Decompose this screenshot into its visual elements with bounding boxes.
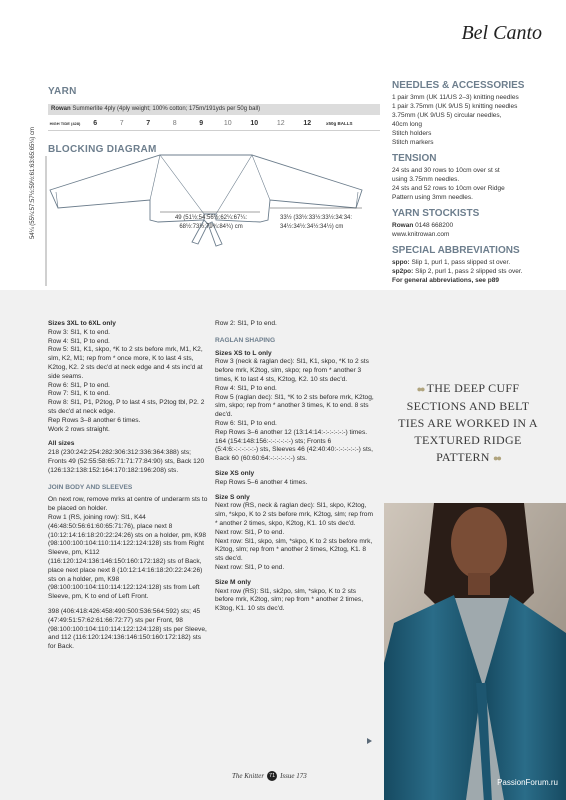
- pattern-row: Next row: Sl1, skpo, slm, *skpo, K to 2 sts before mrk, K2tog, slm; rep from * another 2 times, K2tog, K1. 8 sts dec'd.: [215, 537, 373, 563]
- pattern-row: Next row: Sl1, P to end.: [215, 563, 285, 571]
- pattern-row: Work 2 rows straight.: [48, 425, 110, 433]
- pattern-row: Row 2: Sl1, P to end.: [215, 320, 277, 327]
- length-measurement: [28, 72, 38, 290]
- yarn-quantity-table: [48, 117, 380, 131]
- issue-number: Issue 173: [280, 772, 307, 780]
- tension-line: 24 sts and 52 rows to 10cm over Ridge: [392, 185, 505, 192]
- ball-count: 7: [119, 120, 124, 127]
- pattern-row: Row 3: Sl1, K to end.: [48, 328, 110, 336]
- pattern-row: Next row: Sl1, P to end.: [215, 528, 285, 536]
- tension-block: [392, 153, 562, 202]
- pattern-row: Row 5: Sl1, K1, skpo, *K to 2 sts before mrk, M1, K2, slm, K2, M1; rep from * once more, K to last 4 sts, K2tog, K2. 2 sts dec'd at neck edge and 4 sts inc'd at side seams.: [48, 346, 203, 380]
- ball-count: 12: [276, 120, 285, 127]
- yarn-heading: YARN: [48, 86, 77, 97]
- ball-count: 10: [250, 120, 259, 127]
- pattern-row: 218 (230:242:254:282:306:312:336:364:388) sts; Fronts 49 (52:55:58:65:71:71:77:84:90) sts, Back 120 (126:132:138:152:164:170:182:196:208) sts.: [48, 449, 205, 474]
- page-header-title: Bel Canto: [461, 22, 542, 44]
- needles-block: [392, 80, 562, 147]
- page-footer: [232, 771, 307, 781]
- stockist-phone: Rowan 0148 668200: [392, 222, 454, 229]
- abbr-sppo: sppo: Slip 1, purl 1, pass slipped st over.: [392, 259, 511, 266]
- ball-count: 10: [223, 120, 232, 127]
- unit-label: x50g BALLS: [325, 121, 353, 126]
- needles-line: 40cm long: [392, 121, 422, 128]
- ball-count: 12: [303, 120, 312, 127]
- ball-count: 8: [172, 120, 177, 127]
- pattern-row: Rep Rows 5–6 another 4 times.: [215, 478, 308, 486]
- needles-line: Stitch markers: [392, 139, 434, 146]
- sizes-heading: Sizes 3XL to 6XL only: [48, 320, 116, 327]
- shade-header: HIGH TIDE (428): [49, 121, 81, 126]
- pattern-row: Row 1 (RS, joining row): Sl1, K44 (46:48:50:56:61:60:65:71:76), place next 8 (10:12:14:16:18:20:22:24:26) sts on a holder, pm, K98 (98:100:100:104:110:114:122:124:128) sts from Right Sleeve, pm, K112 (116:120:124:136:146:150:160:172:182) sts of Back, place next place next 8 (10:12:14:16:18:20:22:24:26) sts on a holder, pm, K98 (98:100:100:104:110:114:122:124:128) sts from Left Sleeve, pm, K to end of Left Front.: [48, 513, 206, 601]
- pattern-row: Rep Rows 3–8 another 6 times.: [48, 416, 141, 424]
- pattern-row: Row 5 (raglan dec): Sl1, *K to 2 sts before mrk, K2tog, slm, skpo; rep from * another 3 times, K to end. 8 sts dec'd.: [215, 393, 374, 419]
- pattern-row: Rep Rows 3–6 another 12 (13:14:14:-:-:-:-:-:-) times.: [215, 428, 368, 436]
- abbreviations-heading: SPECIAL ABBREVIATIONS: [392, 245, 520, 256]
- width-measurement: [161, 214, 261, 232]
- pattern-row: Row 6: Sl1, P to end.: [48, 381, 110, 389]
- ball-count: 7: [146, 120, 151, 127]
- pattern-row: Row 8: Sl1, P1, P2tog, P to last 4 sts, P2tog tbl, P2. 2 sts dec'd at neck edge.: [48, 399, 205, 415]
- ball-count: 6: [93, 120, 98, 127]
- needles-tension-column: [392, 80, 562, 291]
- section-heading: RAGLAN SHAPING: [215, 336, 276, 344]
- needles-line: 1 pair 3.75mm (UK 9/US 5) knitting needles: [392, 103, 518, 110]
- face: [451, 507, 507, 579]
- page-number: 71: [269, 773, 276, 779]
- sizes-heading: Size XS only: [215, 469, 255, 477]
- neck: [468, 573, 490, 595]
- length-measurement-text: 54¼ (55¼:57:57½:59½:61:63:65:65¼) cm: [30, 126, 36, 240]
- sleeve-measurement-line: 33½ (33½:33½:33½:34:34:: [280, 215, 353, 221]
- continue-arrow-icon: [367, 738, 372, 744]
- magazine-name: The Knitter: [232, 772, 265, 780]
- pull-quote: [394, 380, 542, 467]
- pattern-row: Row 7: Sl1, K to end.: [48, 390, 110, 398]
- ball-count: 9: [199, 120, 204, 127]
- quote-dots-icon: ●●: [416, 384, 424, 394]
- pattern-row: Row 4: Sl1, P to end.: [48, 337, 110, 345]
- stockists-block: [392, 208, 562, 239]
- sizes-heading: Size S only: [215, 493, 250, 501]
- needles-heading: NEEDLES & ACCESSORIES: [392, 80, 525, 91]
- pattern-column-1: [48, 320, 208, 652]
- pattern-row: 398 (406:418:426:458:490:500:536:564:592) sts; 45 (47:49:51:57:62:61:66:72:77) sts per Front, 98 (98:100:100:104:110:114:122:124:128) sts per Sleeve, and 112 (116:120:124:136:146:150:160:172:182) sts for Back.: [48, 607, 207, 651]
- pattern-row: Row 6: Sl1, P to end.: [215, 419, 277, 427]
- pattern-row: Next row (RS): Sl1, sk2po, slm, *skpo, K to 2 sts before mrk, K2tog, slm; rep from * another 2 times, K3tog, K1. 10 sts dec'd.: [215, 587, 364, 613]
- quote-dots-icon: ●●: [493, 453, 500, 463]
- pattern-row: Row 3 (neck & raglan dec): Sl1, K1, skpo, *K to 2 sts before mrk, K2tog, slm, skpo; rep from * another 3 times, K to last 4 sts, K2tog, K2. 10 sts dec'd.: [215, 358, 369, 383]
- quote-text: THE DEEP CUFF SECTIONS AND BELT TIES ARE WORKED IN A TEXTURED RIDGE PATTERN: [398, 381, 538, 464]
- pattern-row: Row 4: Sl1, P to end.: [215, 384, 277, 392]
- tension-line: Pattern using 3mm needles.: [392, 194, 473, 201]
- sleeve-measurement-line: 34½:34½:34½:34½) cm: [280, 224, 344, 230]
- sleeve-measurement: [280, 214, 362, 232]
- tension-line: using 3.75mm needles.: [392, 176, 460, 183]
- needles-line: 1 pair 3mm (UK 11/US 2–3) knitting needles: [392, 94, 519, 101]
- model-photo: [384, 503, 566, 800]
- stockists-heading: YARN STOCKISTS: [392, 208, 480, 219]
- tension-line: 24 sts and 30 rows to 10cm over st st: [392, 167, 500, 174]
- pattern-row: On next row, remove mrks at centre of underarm sts to be placed on holder.: [48, 496, 208, 513]
- width-measurement-line: 49 (51½:54:56½:62¼:67¼:: [174, 215, 248, 221]
- blocking-heading: BLOCKING DIAGRAM: [48, 144, 157, 155]
- abbreviations-block: [392, 245, 562, 285]
- yarn-description: Rowan Summerlite 4ply (4ply weight; 100% cotton; 175m/191yds per 50g ball): [48, 104, 380, 115]
- section-heading: JOIN BODY AND SLEEVES: [48, 483, 133, 491]
- sizes-heading: Size M only: [215, 578, 251, 586]
- watermark: PassionForum.ru: [497, 778, 558, 787]
- abbr-general: For general abbreviations, see p89: [392, 277, 499, 284]
- pattern-row: 164 (154:148:156:-:-:-:-:-:-) sts; Fronts 6 (5:4:6:-:-:-:-:-:-) sts, Sleeves 46 (42:40:40:-:-:-:-:-:-) sts, Back 60 (60:60:64:-:-:-:-:-:-) sts.: [215, 437, 373, 463]
- needles-line: Stitch holders: [392, 130, 432, 137]
- tension-heading: TENSION: [392, 153, 437, 164]
- pattern-row: Next row (RS, neck & raglan dec): Sl1, skpo, K2tog, slm, *skpo, K to 2 sts before mrk, K2tog, slm; rep from * another 2 times, skpo, K2tog, K1. 10 sts dec'd.: [215, 502, 373, 527]
- width-measurement-line: 68½:73½:79¾:84¾) cm: [179, 224, 243, 230]
- abbr-sp2po: sp2po: Slip 2, purl 1, pass 2 slipped sts over.: [392, 268, 523, 275]
- sizes-heading: All sizes: [48, 440, 75, 448]
- sizes-heading: Sizes XS to L only: [215, 349, 272, 357]
- stockist-web[interactable]: www.knitrowan.com: [392, 231, 450, 238]
- pattern-column-2: [215, 320, 375, 614]
- needles-line: 3.75mm (UK 9/US 5) circular needles,: [392, 112, 502, 119]
